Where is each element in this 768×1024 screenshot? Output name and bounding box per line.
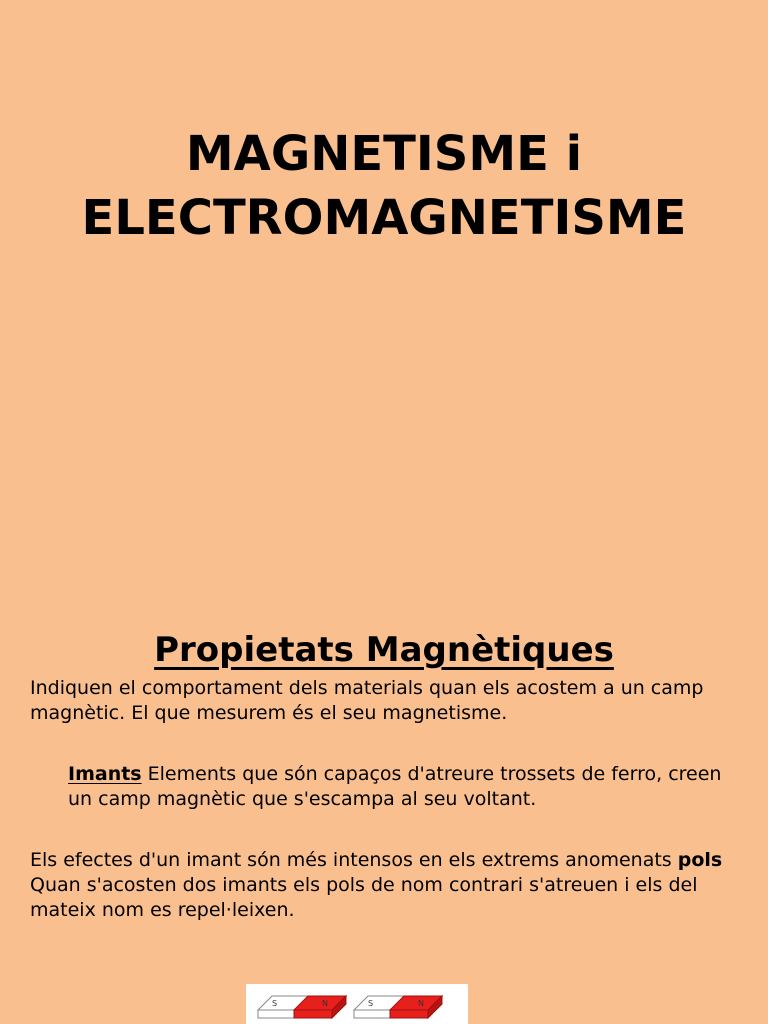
magnet-1-south-label: S xyxy=(272,999,278,1008)
imants-definition: Elements que són capaços d'atreure trossets de ferro, creen un camp magnètic que s'escampa al seu voltant. xyxy=(68,763,722,810)
slide-magnetic-properties xyxy=(0,612,768,1024)
magnet-1-north-label: N xyxy=(322,999,328,1008)
magnets-figure xyxy=(246,984,468,1024)
imants-term: Imants xyxy=(68,763,142,785)
main-title xyxy=(0,122,768,250)
magnet-2-south-label: S xyxy=(368,999,374,1008)
pols-paragraph xyxy=(30,848,740,923)
main-title-line-2: ELECTROMAGNETISME xyxy=(81,190,687,246)
imants-paragraph xyxy=(68,762,748,812)
pols-text-before: Els efectes d'un imant són més intensos en els extrems anomenats xyxy=(30,849,678,871)
bar-magnet-2 xyxy=(354,996,442,1018)
magnet-2-north-label: N xyxy=(418,999,424,1008)
main-title-line-1: MAGNETISME i xyxy=(185,126,583,182)
pols-text-after: Quan s'acosten dos imants els pols de nom contrari s'atreuen i els del mateix nom es repel·leixen. xyxy=(30,874,698,921)
section-title: Propietats Magnètiques xyxy=(154,630,614,670)
intro-paragraph: Indiquen el comportament dels materials quan els acostem a un camp magnètic. El que mesurem és el seu magnetisme. xyxy=(30,677,704,724)
pols-term: pols xyxy=(677,849,723,871)
magnets-illustration xyxy=(246,984,468,1024)
bar-magnet-1 xyxy=(258,996,346,1018)
